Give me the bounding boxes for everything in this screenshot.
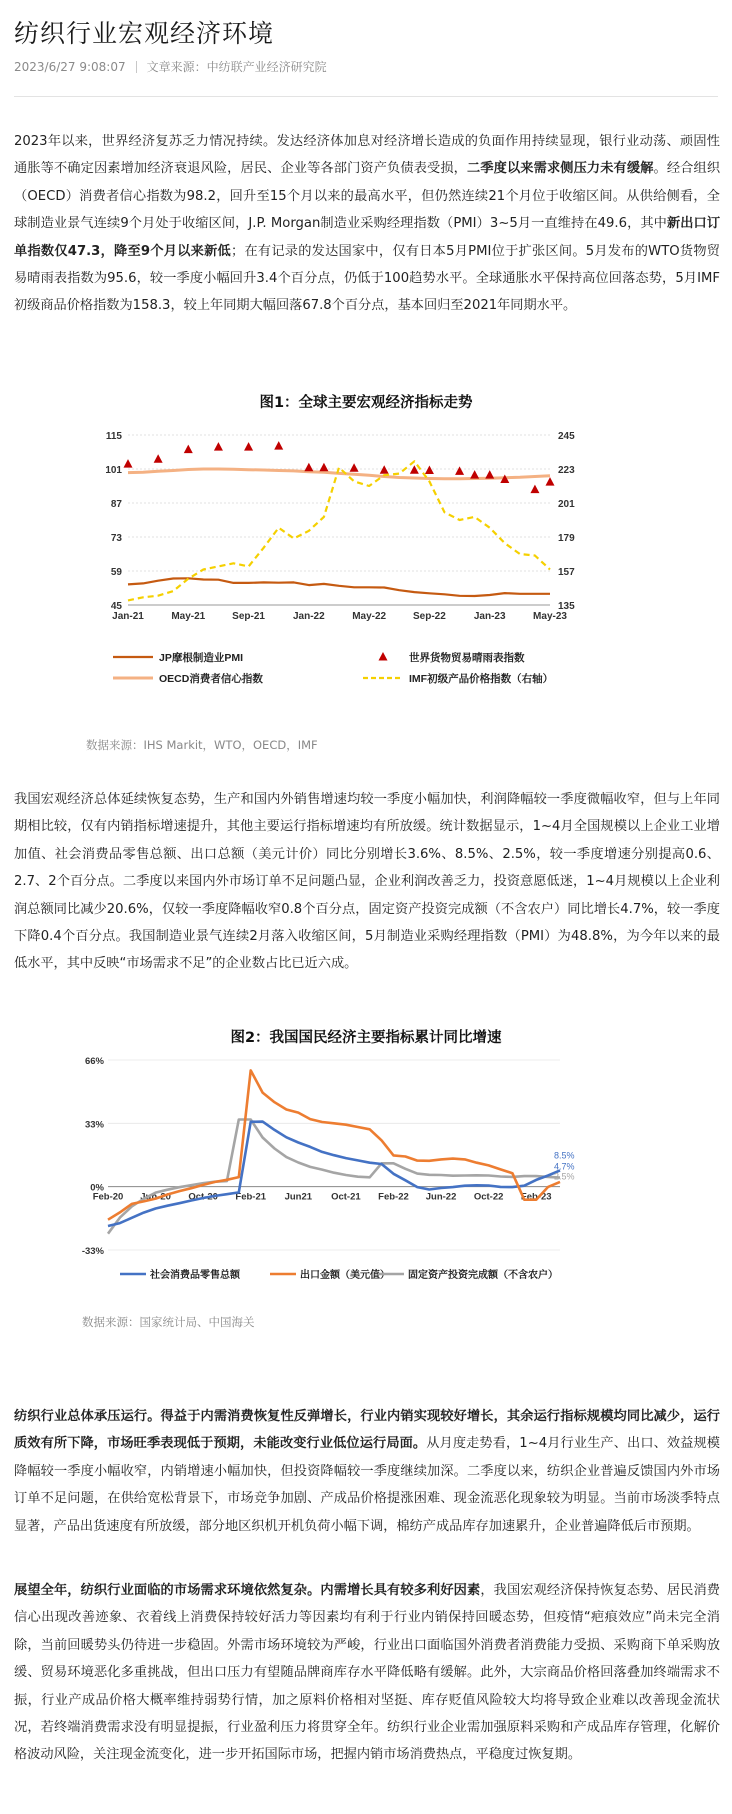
figure-1-source: 数据来源：IHS Markit，WTO，OECD，IMF — [86, 738, 318, 752]
paragraph-4-highlight: 展望全年，纺织行业面临的市场需求环境依然复杂。内需增长具有较多利好因素 — [14, 1583, 481, 1598]
y-left-tick-label: 45 — [110, 601, 122, 612]
figure-1-title: 图1：全球主要宏观经济指标走势 — [259, 395, 473, 411]
wto-barometer-marker — [425, 465, 434, 474]
paragraph-1-text: 。经合组织（OECD）消费者信心指数为98.2，回升至15个月以来的最高水平，但仍然连续21个月位于收缩区间。从供给侧看，全球制造业景气连续9个月处于收缩区间，J.P. Morgan制造业采购经理指数（PMI）3~5月一直维持在49.6，其中 — [14, 161, 721, 232]
figure-1-chart — [95, 425, 655, 720]
legend-label: 固定资产投资完成额（不含农户） — [408, 1270, 558, 1281]
x-tick-label: Feb-20 — [92, 1191, 124, 1203]
paragraph-1 — [14, 128, 720, 320]
wto-barometer-marker — [214, 442, 223, 451]
paragraph-4 — [14, 1577, 720, 1769]
wto-barometer-marker — [485, 470, 494, 479]
x-tick-label: Jun-22 — [425, 1191, 457, 1203]
wto-barometer-marker — [455, 466, 464, 475]
x-tick-label: Oct-21 — [331, 1191, 361, 1203]
wto-barometer-marker — [380, 465, 389, 474]
x-tick-label: Jan-21 — [112, 611, 144, 622]
y-tick-label: 33% — [84, 1119, 104, 1131]
figure-2-chart — [80, 1050, 655, 1290]
x-tick-label: Jun21 — [284, 1191, 313, 1203]
legend-label: 世界货物贸易晴雨表指数 — [409, 652, 525, 664]
wto-barometer-marker — [350, 463, 359, 472]
figure-2-title: 图2：我国国民经济主要指标累计同比增速 — [230, 1030, 502, 1046]
paragraph-1-highlight: 新出口订单指数仅47.3，降至9个月以来新低 — [14, 216, 721, 259]
publish-date: 2023/6/27 9:08:07 — [14, 59, 126, 74]
wto-barometer-marker — [274, 441, 283, 450]
wto-barometer-marker — [470, 470, 479, 479]
paragraph-1-text: 2023年以来，世界经济复苏乏力情况持续。发达经济体加息对经济增长造成的负面作用持续显现，银行业动荡、顽固性通胀等不确定因素增加经济衰退风险，居民、企业等各部门资产负债表受损， — [14, 134, 720, 177]
x-tick-label: Oct-22 — [473, 1191, 504, 1203]
wto-barometer-marker — [546, 477, 555, 486]
article-meta — [14, 58, 327, 75]
y-right-tick-label: 245 — [558, 431, 575, 442]
y-tick-label: -33% — [81, 1246, 104, 1257]
x-tick-label: May-22 — [352, 611, 387, 622]
x-tick-label: Oct-20 — [188, 1191, 218, 1203]
x-tick-label: Jan-23 — [473, 611, 506, 622]
y-right-tick-label: 179 — [558, 533, 575, 544]
wto-barometer-marker — [530, 485, 539, 494]
x-tick-label: Sep-22 — [413, 611, 446, 622]
title-divider — [14, 96, 718, 97]
y-tick-label: 0% — [90, 1182, 104, 1194]
legend-label: 社会消费品零售总额 — [150, 1270, 240, 1281]
y-left-tick-label: 59 — [110, 567, 122, 578]
paragraph-1-text: ；在有记录的发达国家中，仅有日本5月PMI位于扩张区间。5月发布的WTO货物贸易晴雨表指数为95.6，较一季度小幅回升3.4个百分点，仍低于100趋势水平。全球通胀水平保持高位回落态势，5月IMF初级商品价格指数为158.3，较上年同期大幅回落67.8个百分点，基本回归至2021年同期水平。 — [14, 243, 720, 314]
x-tick-label: Feb-21 — [235, 1191, 267, 1203]
meta-divider — [136, 61, 137, 73]
pmi-line — [128, 578, 550, 596]
y-tick-label: 66% — [84, 1056, 104, 1067]
end-value-label: 8.5% — [554, 1150, 575, 1161]
article-title: 纺织行业宏观经济环境 — [14, 19, 275, 48]
wto-barometer-marker — [319, 463, 328, 472]
legend-marker — [379, 652, 388, 661]
end-value-label: 4.7% — [554, 1161, 575, 1172]
wto-barometer-marker — [304, 463, 313, 472]
y-left-tick-label: 73 — [110, 533, 122, 544]
x-tick-label: Feb-22 — [378, 1191, 409, 1203]
x-tick-label: May-23 — [533, 611, 567, 622]
x-tick-label: Jan-22 — [293, 611, 325, 622]
wto-barometer-marker — [244, 442, 253, 451]
y-right-tick-label: 135 — [558, 601, 575, 612]
wto-barometer-marker — [154, 454, 163, 463]
x-tick-label: Sep-21 — [232, 611, 265, 622]
y-right-tick-label: 223 — [558, 465, 575, 476]
paragraph-3 — [14, 1403, 720, 1540]
x-tick-label: Jun-20 — [140, 1191, 171, 1203]
paragraph-3-highlight: 纺织行业总体承压运行。得益于内需消费恢复性反弹增长，行业内销实现较好增长，其余运行指标规模均同比减少，运行质效有所下降，市场旺季表现低于预期，未能改变行业低位运行局面。 — [14, 1409, 720, 1452]
legend-label: JP摩根制造业PMI — [159, 652, 244, 664]
paragraph-1-highlight: 二季度以来需求侧压力未有缓解 — [467, 161, 654, 177]
y-right-tick-label: 201 — [558, 499, 575, 510]
article-source: 文章来源：中纺联产业经济研究院 — [146, 60, 327, 74]
x-tick-label: Feb-23 — [520, 1191, 552, 1203]
wto-barometer-marker — [184, 445, 193, 454]
legend-label: 出口金额（美元值） — [300, 1270, 390, 1281]
end-value-label: 2.5% — [554, 1171, 575, 1182]
y-left-tick-label: 87 — [110, 499, 122, 510]
legend-label: IMF初级产品价格指数（右轴） — [409, 673, 554, 685]
paragraph-3-text: 从月度走势看，1~4月行业生产、出口、效益规模降幅较一季度小幅收窄，内销增速小幅加快，但投资降幅较一季度继续加深。二季度以来，纺织企业普遍反馈国内外市场订单不足问题，在供给宽松背景下，市场竞争加剧、产成品价格提涨困难、现金流恶化现象较为明显。当前市场淡季特点显著，产品出货速度有所放缓，部分地区织机开机负荷小幅下调，棉纺产成品库存加速累升，企业普遍降低后市预期。 — [14, 1436, 720, 1534]
x-tick-label: May-21 — [171, 611, 206, 622]
wto-barometer-marker — [124, 459, 133, 468]
y-right-tick-label: 157 — [558, 567, 575, 578]
y-left-tick-label: 115 — [105, 431, 122, 442]
paragraph-2: 我国宏观经济总体延续恢复态势，生产和国内外销售增速均较一季度小幅加快，利润降幅较一季度微幅收窄，但与上年同期相比较，仅有内销指标增速提升，其他主要运行指标增速均有所放缓。统计数据显示，1~4月全国规模以上企业工业增加值、社会消费品零售总额、出口总额（美元计价）同比分别增长3.6%、8.5%、2.5%，较一季度增速分别提高0.6、2.7、2个百分点。二季度以来国内外市场订单不足问题凸显，企业利润改善乏力，投资意愿低迷，1~4月规模以上企业利润总额同比减少20.6%，仅较一季度降幅收窄0.8个百分点，固定资产投资完成额（不含农户）同比增长4.7%，较一季度下降0.4个百分点。我国制造业景气连续2月落入收缩区间，5月制造业采购经理指数（PMI）为48.8%，为今年以来的最低水平，其中反映“市场需求不足”的企业数占比已近六成。 — [14, 792, 720, 972]
paragraph-4-text: ，我国宏观经济保持恢复态势、居民消费信心出现改善迹象、衣着线上消费保持较好活力等因素均有利于行业内销保持回暖态势，但疫情“疤痕效应”尚未完全消除，当前回暖势头仍待进一步稳固。外需市场环境较为严峻，行业出口面临国外消费者消费能力受损、采购商下单采购放缓、贸易环境恶化多重挑战，但出口压力有望随品牌商库存水平降低略有缓解。此外，大宗商品价格回落叠加终端需求不振，行业产成品价格大概率维持弱势行情，加之原料价格相对坚挺、库存贬值风险较大均将导致企业难以改善现金流状况，若终端消费需求没有明显提振，行业盈利压力将贯穿全年。纺织行业企业需加强原料采购和产成品库存管理，化解价格波动风险，关注现金流变化，进一步开拓国际市场，把握内销市场消费热点，平稳度过恢复期。 — [14, 1583, 720, 1763]
figure-2-source: 数据来源：国家统计局、中国海关 — [82, 1315, 255, 1329]
y-left-tick-label: 101 — [105, 465, 122, 476]
legend-label: OECD消费者信心指数 — [159, 673, 263, 685]
fixed-investment-line — [108, 1120, 560, 1234]
